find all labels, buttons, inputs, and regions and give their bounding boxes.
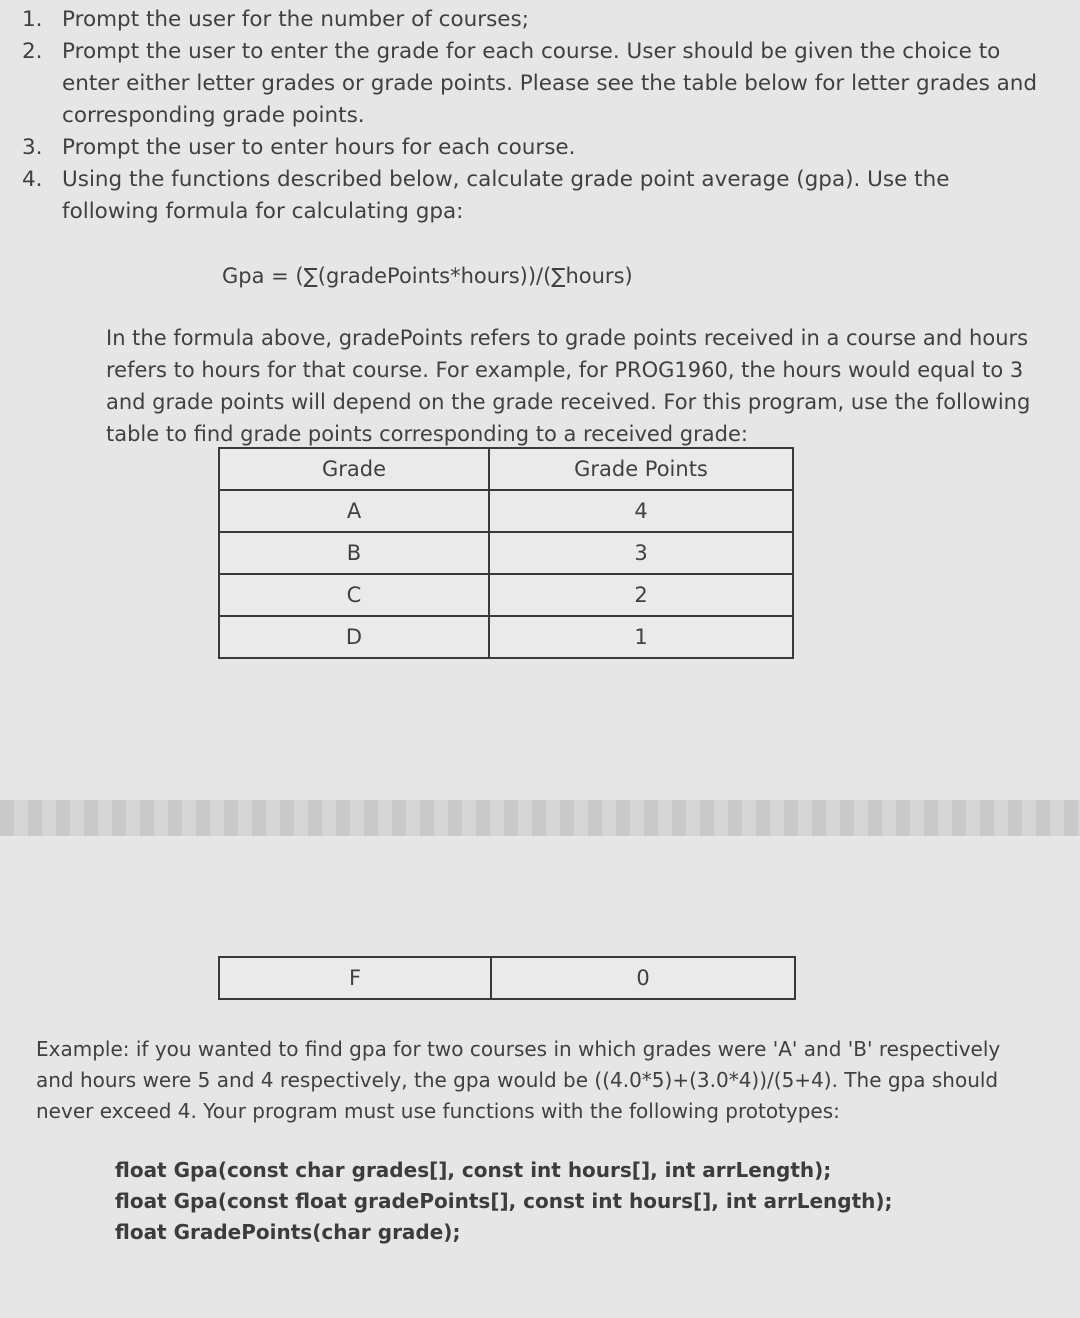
formula-explanation: In the formula above, gradePoints refers to grade points received in a course and hours refers to hours for that course. For example, for PROG1960, the hours would equal to 3 and grade points will depend on the grade received. For this program, use the following table to find grade points corresponding to a received grade:: [106, 326, 1031, 446]
grade-cell: A: [219, 490, 489, 532]
step-number: 1.: [22, 7, 43, 32]
instruction-step: [22, 4, 1042, 36]
instruction-step: [22, 36, 1042, 132]
prototype-line: float Gpa(const char grades[], const int hours[], int arrLength);: [115, 1158, 832, 1182]
page-break-band: [0, 800, 1080, 836]
gpa-formula: Gpa = (∑(gradePoints*hours))/(∑hours): [222, 264, 633, 288]
grade-points-table: [218, 447, 794, 659]
step-number: 3.: [22, 135, 43, 160]
table-header-cell: Grade Points: [489, 448, 793, 490]
table-row: [219, 490, 793, 532]
table-row: [219, 532, 793, 574]
grade-points-cell: 4: [489, 490, 793, 532]
grade-f-table: [218, 956, 796, 1000]
instruction-step: [22, 164, 1042, 228]
table-row: [219, 616, 793, 658]
grade-points-cell: 2: [489, 574, 793, 616]
step-text: Prompt the user to enter the grade for each course. User should be given the choice to enter either letter grades or grade points. Please see the table below for letter grades and corresponding grade points.: [62, 39, 1038, 128]
grade-cell: B: [219, 532, 489, 574]
table-row: [219, 574, 793, 616]
step-number: 4.: [22, 167, 43, 192]
grade-cell: D: [219, 616, 489, 658]
grade-points-cell: 1: [489, 616, 793, 658]
prototype-line: float Gpa(const float gradePoints[], const int hours[], int arrLength);: [115, 1189, 893, 1213]
instruction-list: [22, 4, 1042, 228]
step-number: 2.: [22, 39, 43, 64]
grade-cell: F: [219, 957, 491, 999]
step-text: Using the functions described below, calculate grade point average (gpa). Use the following formula for calculating gpa:: [62, 167, 950, 224]
instruction-step: [22, 132, 1042, 164]
grade-points-cell: 3: [489, 532, 793, 574]
step-text: Prompt the user to enter hours for each course.: [62, 135, 576, 160]
step-text: Prompt the user for the number of courses;: [62, 7, 529, 32]
table-header-row: [219, 448, 793, 490]
prototype-list: [115, 1155, 893, 1248]
grade-cell: C: [219, 574, 489, 616]
table-row: [219, 957, 795, 999]
prototype-line: float GradePoints(char grade);: [115, 1220, 461, 1244]
table-header-cell: Grade: [219, 448, 489, 490]
example-paragraph: Example: if you wanted to find gpa for two courses in which grades were 'A' and 'B' respectively and hours were 5 and 4 respectively, the gpa would be ((4.0*5)+(3.0*4))/(5+4). The gpa should never exceed 4. Your program must use functions with the following prototypes:: [36, 1037, 1001, 1123]
grade-points-cell: 0: [491, 957, 795, 999]
